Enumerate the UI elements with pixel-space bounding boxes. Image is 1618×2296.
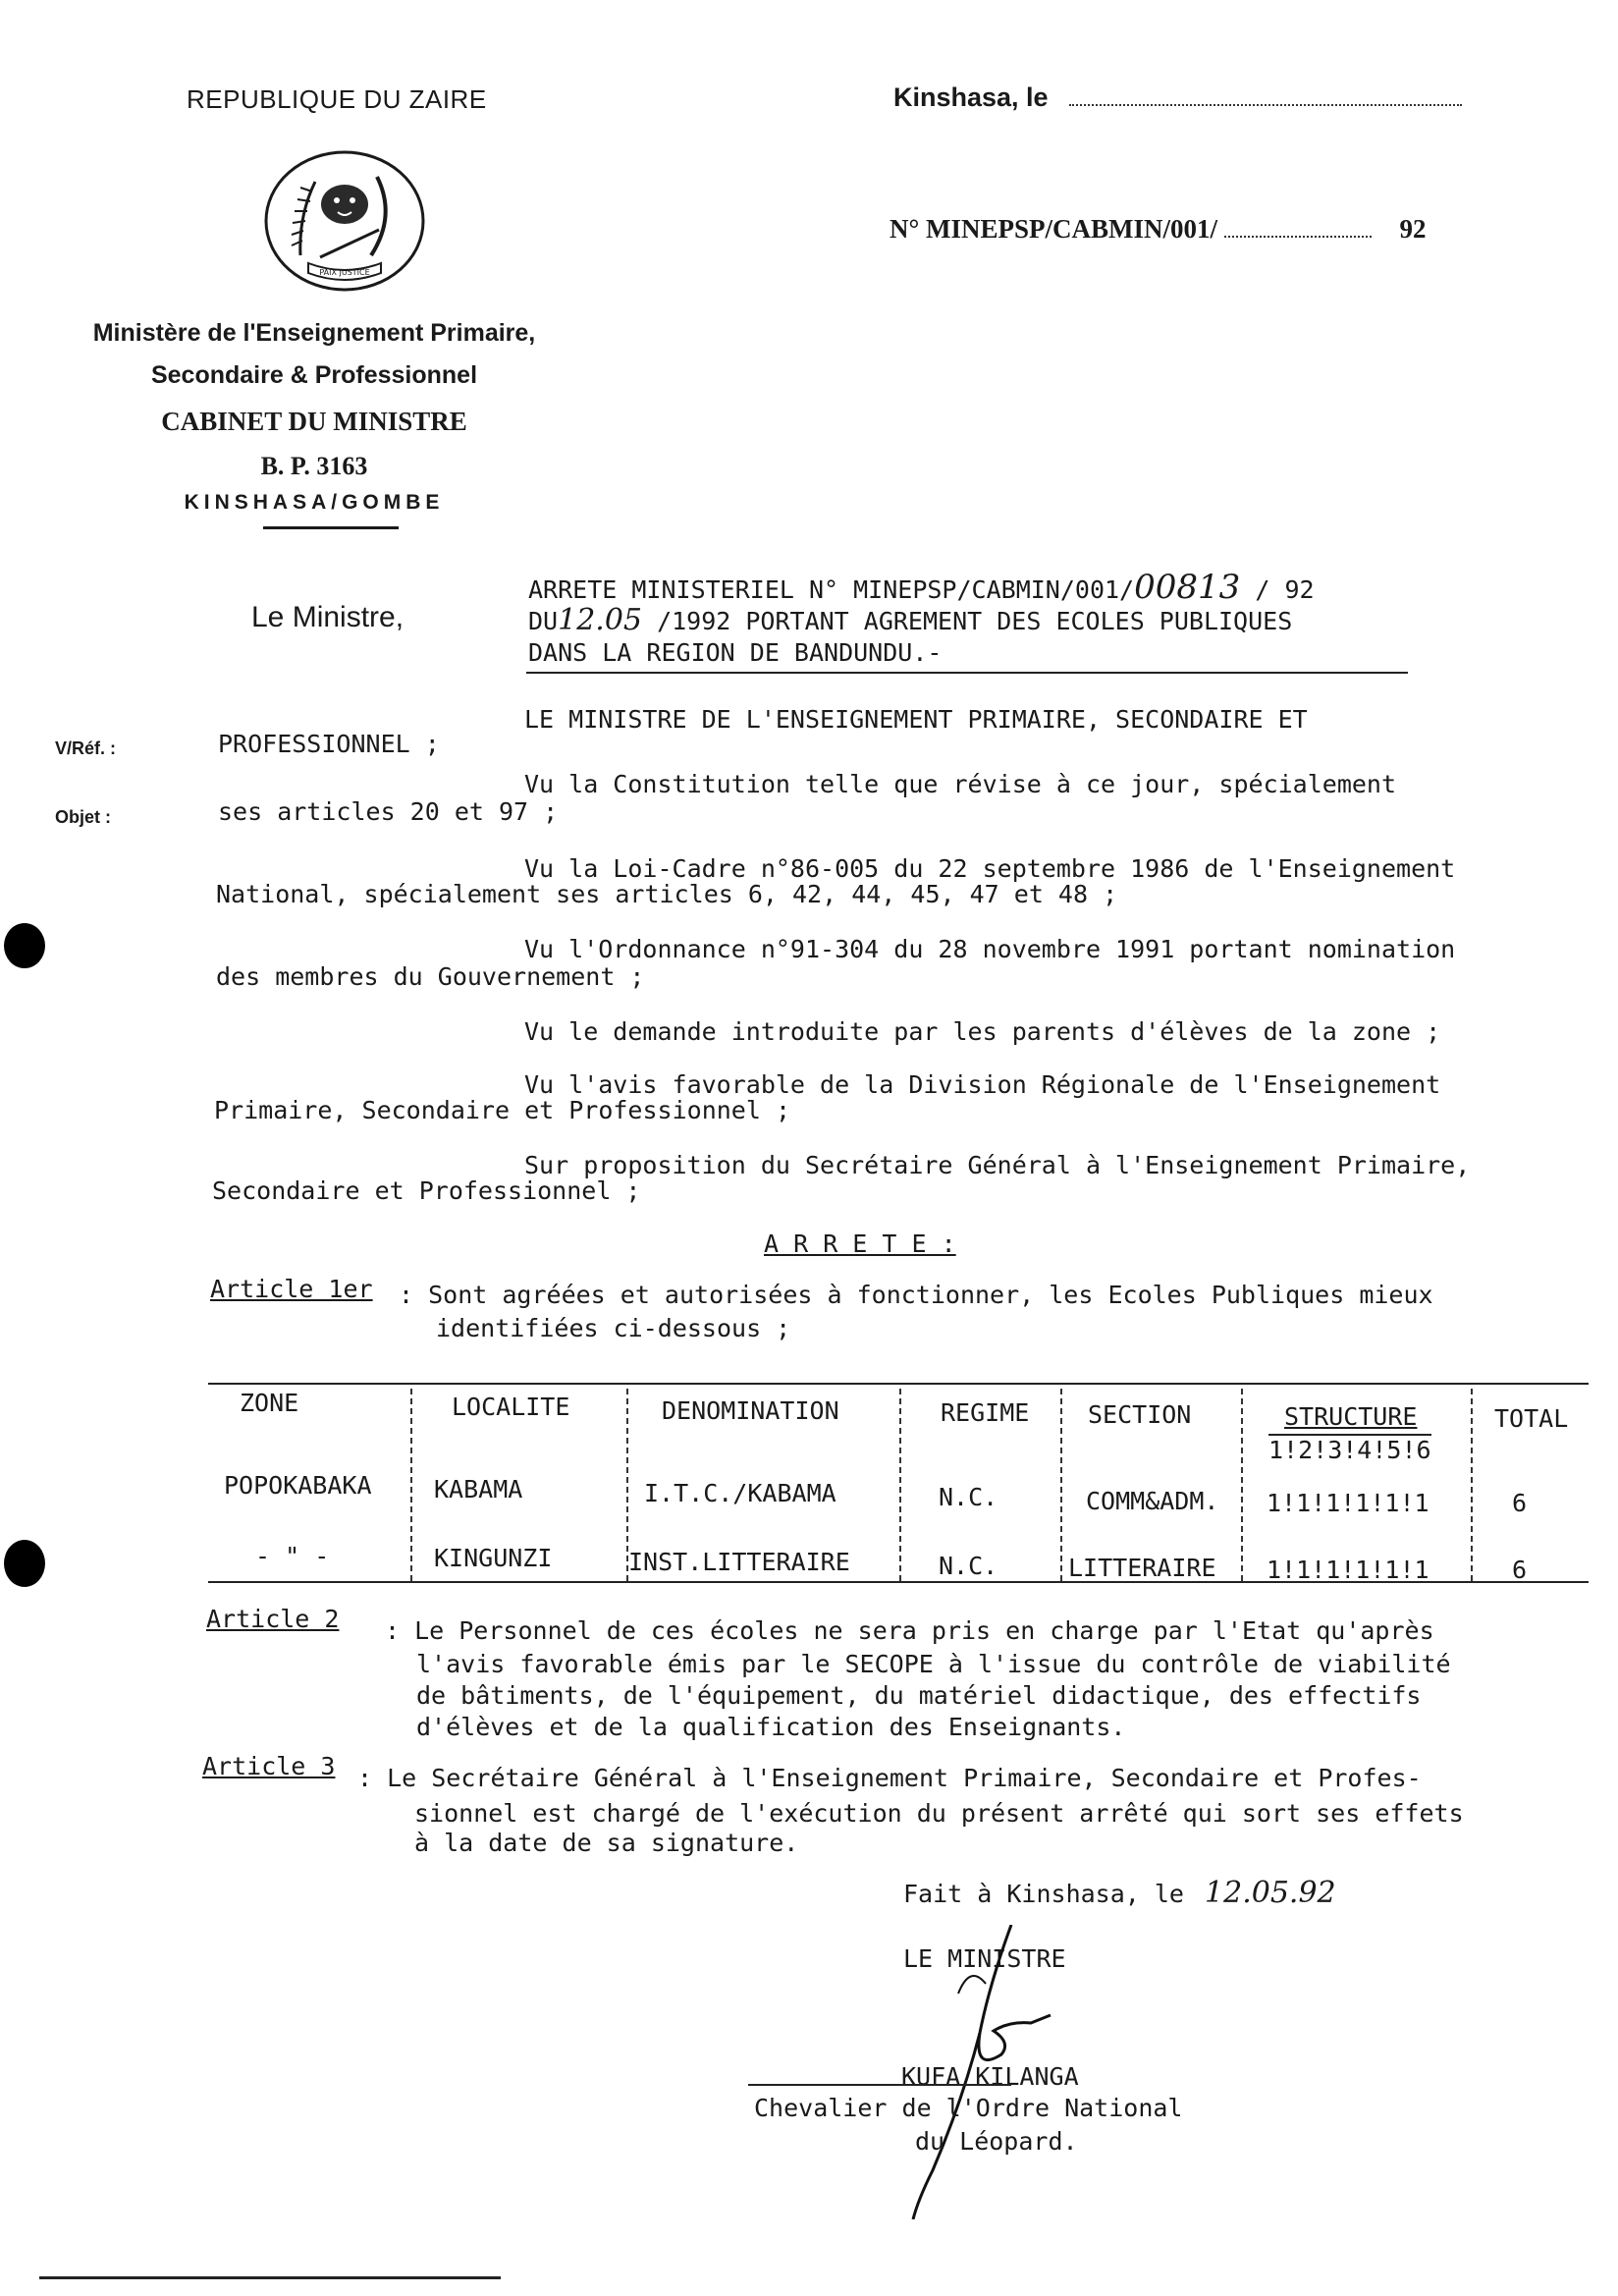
table-col-separator: [1471, 1389, 1473, 1581]
handwritten-decree-date: 12.05: [558, 603, 642, 637]
row1-total: 6: [1512, 1489, 1528, 1517]
decree-title-subject: /1992 PORTANT AGREMENT DES ECOLES PUBLIQUES: [657, 607, 1293, 635]
signature-title: LE MINISTRE: [903, 1944, 1066, 1973]
preamble-4-first: Vu l'Ordonnance n°91-304 du 28 novembre 1991 portant nomination: [524, 935, 1456, 963]
article3-line1: : Le Secrétaire Général à l'Enseignement Primaire, Secondaire et Profes-: [357, 1764, 1422, 1792]
row1-section: COMM&ADM.: [1086, 1487, 1219, 1515]
city-district: KINSHASA/GOMBE: [184, 491, 445, 514]
preamble-1-second: PROFESSIONNEL ;: [218, 730, 440, 758]
article2-line1: : Le Personnel de ces écoles ne sera pris en charge par l'Etat qu'après: [385, 1616, 1434, 1645]
date-dotted-field: [1069, 104, 1462, 106]
decree-title-line2: [528, 603, 1292, 637]
signature-place-label: Fait à Kinshasa, le: [903, 1880, 1184, 1908]
ministry-name-line2: Secondaire & Professionnel: [150, 361, 478, 389]
ministry-underline: [263, 526, 399, 529]
reference-dotted-field: [1224, 236, 1372, 238]
article2-line3: de bâtiments, de l'équipement, du matériel didactique, des effectifs: [416, 1681, 1422, 1710]
header-total: TOTAL: [1494, 1404, 1569, 1433]
article1-line1: : Sont agréées et autorisées à fonctionner, les Ecoles Publiques mieux: [399, 1281, 1433, 1309]
footer-rule: [39, 2276, 501, 2279]
row1-denomination: I.T.C./KABAMA: [644, 1479, 836, 1507]
header-structure: STRUCTURE: [1284, 1402, 1418, 1431]
decree-title-year: / 92: [1255, 575, 1315, 604]
decree-title-underline: [526, 672, 1408, 674]
preamble-1-first: LE MINISTRE DE L'ENSEIGNEMENT PRIMAIRE, SECONDAIRE ET: [524, 705, 1308, 734]
arrete-heading: A R R E T E :: [764, 1230, 956, 1258]
header-localite: LOCALITE: [452, 1393, 570, 1421]
minister-name: KUFA KILANGA: [901, 2062, 1079, 2091]
table-col-separator: [899, 1389, 901, 1581]
preamble-7-second: Secondaire et Professionnel ;: [212, 1176, 641, 1205]
punch-hole-bottom: [4, 1540, 45, 1587]
row1-regime: N.C.: [939, 1483, 998, 1511]
header-section: SECTION: [1088, 1400, 1192, 1429]
reference-year: 92: [1399, 214, 1427, 244]
row2-regime: N.C.: [939, 1552, 998, 1580]
decree-date-prefix: DU: [528, 607, 559, 635]
header-structure-columns: 1!2!3!4!5!6: [1268, 1436, 1431, 1464]
row1-localite: KABAMA: [434, 1475, 523, 1503]
table-top-rule: [208, 1383, 1589, 1385]
minister-label: Le Ministre,: [251, 601, 404, 633]
preamble-6-second: Primaire, Secondaire et Professionnel ;: [214, 1096, 790, 1124]
row2-total: 6: [1512, 1556, 1528, 1584]
header-regime: REGIME: [941, 1398, 1030, 1427]
row2-localite: KINGUNZI: [434, 1544, 553, 1572]
row2-denomination: INST.LITTERAIRE: [628, 1548, 850, 1576]
table-col-separator: [1060, 1389, 1062, 1581]
handwritten-signature-date: 12.05.92: [1205, 1876, 1336, 1910]
place-date-label: Kinshasa, le: [893, 82, 1049, 112]
signature-name-rule: [748, 2084, 1011, 2086]
table-col-separator: [1241, 1389, 1243, 1581]
ref-label: V/Réf. :: [55, 738, 117, 758]
table-col-separator: [410, 1389, 412, 1581]
preamble-4-second: des membres du Gouvernement ;: [216, 962, 645, 991]
reference-number: N° MINEPSP/CABMIN/001/: [890, 214, 1218, 244]
row1-structure: 1!1!1!1!1!1: [1267, 1489, 1429, 1517]
punch-hole-top: [4, 923, 45, 968]
cabinet-heading: CABINET DU MINISTRE: [161, 407, 467, 436]
preamble-2-second: ses articles 20 et 97 ;: [218, 797, 559, 826]
reference-line: [890, 214, 1427, 245]
header-denomination: DENOMINATION: [662, 1396, 839, 1425]
row2-structure: 1!1!1!1!1!1: [1267, 1556, 1429, 1584]
header-zone: ZONE: [240, 1389, 299, 1417]
preamble-2-first: Vu la Constitution telle que révise à ce jour, spécialement: [524, 770, 1397, 798]
article1-line2: identifiées ci-dessous ;: [436, 1314, 791, 1342]
decree-title-line3: DANS LA REGION DE BANDUNDU.-: [528, 638, 943, 667]
object-label: Objet :: [55, 807, 111, 827]
republic-heading: REPUBLIQUE DU ZAIRE: [187, 84, 487, 114]
article1-label: Article 1er: [210, 1275, 373, 1303]
article2-label: Article 2: [206, 1605, 340, 1633]
ministry-name-line1: Ministère de l'Enseignement Primaire,: [92, 319, 536, 347]
postal-box: B. P. 3163: [260, 452, 368, 480]
minister-honor-line2: du Léopard.: [915, 2127, 1078, 2156]
row2-zone: - " -: [255, 1542, 330, 1570]
preamble-7-first: Sur proposition du Secrétaire Général à l'Enseignement Primaire,: [524, 1151, 1471, 1179]
coat-of-arms-seal: [261, 147, 428, 295]
minister-honor-line1: Chevalier de l'Ordre National: [754, 2094, 1183, 2122]
row2-section: LITTERAIRE: [1068, 1554, 1216, 1582]
article3-line2: sionnel est chargé de l'exécution du présent arrêté qui sort ses effets: [414, 1799, 1464, 1828]
article3-line3: à la date de sa signature.: [414, 1829, 799, 1857]
preamble-5-first: Vu le demande introduite par les parents d'élèves de la zone ;: [524, 1017, 1441, 1046]
preamble-3-first: Vu la Loi-Cadre n°86-005 du 22 septembre 1986 de l'Enseignement: [524, 854, 1456, 883]
decree-title-line1: [528, 568, 1315, 607]
seal-motto: PAIX JUSTICE: [319, 268, 370, 277]
article3-label: Article 3: [202, 1752, 336, 1780]
preamble-3-second: National, spécialement ses articles 6, 42, 44, 45, 47 et 48 ;: [216, 880, 1118, 908]
article2-line2: l'avis favorable émis par le SECOPE à l'issue du contrôle de viabilité: [416, 1650, 1451, 1678]
row1-zone: POPOKABAKA: [224, 1471, 372, 1500]
decree-title-prefix: ARRETE MINISTERIEL N° MINEPSP/CABMIN/001/: [528, 575, 1135, 604]
preamble-6-first: Vu l'avis favorable de la Division Régionale de l'Enseignement: [524, 1070, 1441, 1099]
date-line: [893, 82, 1462, 113]
article2-line4: d'élèves et de la qualification des Enseignants.: [416, 1713, 1126, 1741]
handwritten-decree-number: 00813: [1134, 568, 1241, 607]
signature-place-date: [903, 1876, 1336, 1910]
